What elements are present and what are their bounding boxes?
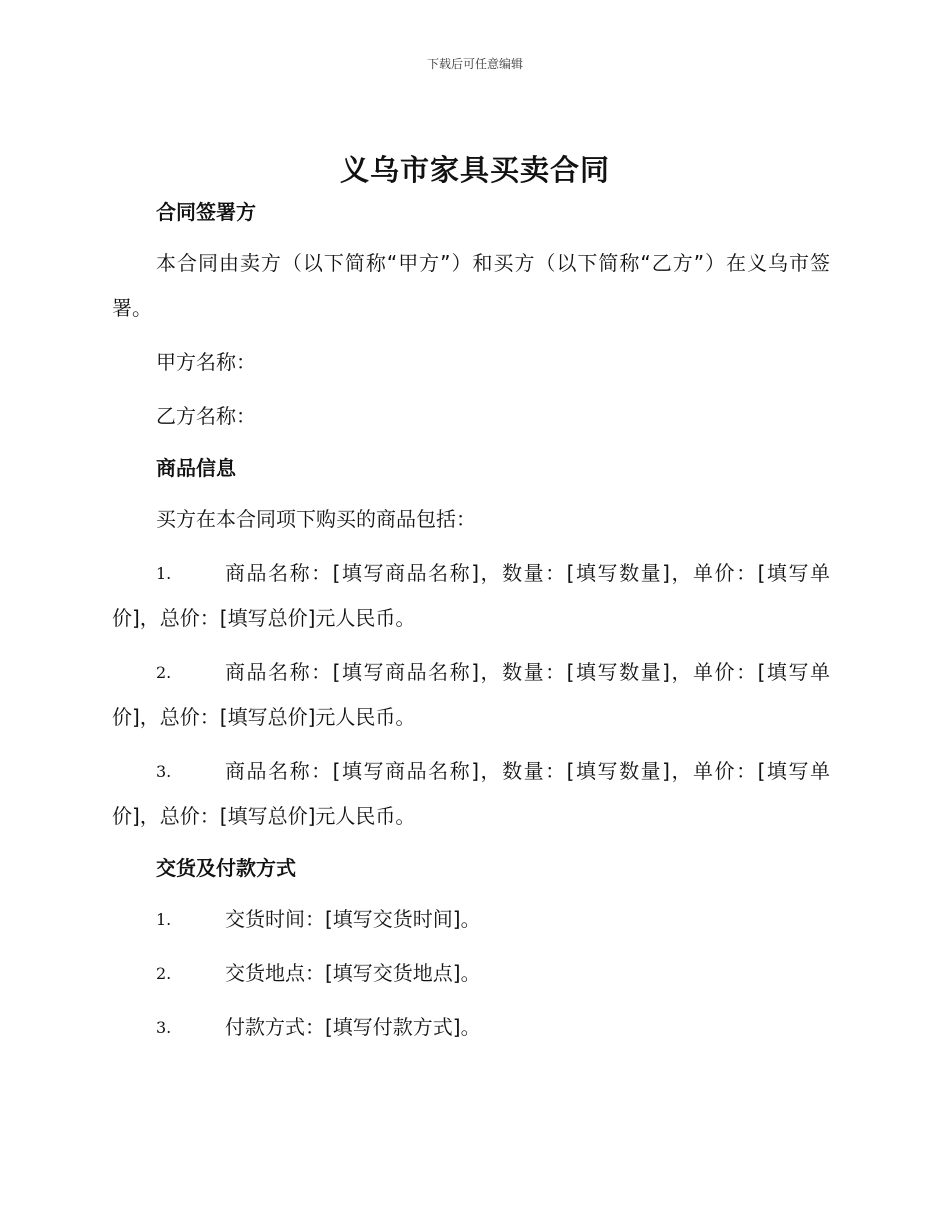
section-heading-delivery: 交货及付款方式 xyxy=(156,856,296,880)
goods-item xyxy=(112,551,830,641)
party-b-name: 乙方名称： xyxy=(156,404,256,428)
goods-item xyxy=(112,650,830,740)
list-number: 2. xyxy=(156,964,172,983)
party-a-name: 甲方名称： xyxy=(156,350,256,374)
delivery-item xyxy=(112,951,830,996)
list-number: 1. xyxy=(156,564,172,583)
section-heading-parties: 合同签署方 xyxy=(156,200,256,224)
list-number: 3. xyxy=(156,762,172,781)
header-note: 下载后可任意编辑 xyxy=(426,57,523,71)
delivery-item-text: 交货地点：[填写交货地点]。 xyxy=(225,961,481,985)
parties-intro: 本合同由卖方（以下简称“甲方”）和买方（以下简称“乙方”）在义乌市签署。 xyxy=(112,251,830,320)
goods-item-text: 商品名称：[填写商品名称]，数量：[填写数量]，单价：[填写单价]，总价：[填写总价]元人民币。 xyxy=(112,561,830,630)
document-body xyxy=(112,192,830,1050)
goods-item-text: 商品名称：[填写商品名称]，数量：[填写数量]，单价：[填写单价]，总价：[填写总价]元人民币。 xyxy=(112,759,830,828)
section-heading-goods: 商品信息 xyxy=(156,456,236,480)
list-number: 3. xyxy=(156,1018,172,1037)
delivery-item-text: 交货时间：[填写交货时间]。 xyxy=(225,907,481,931)
list-number: 2. xyxy=(156,663,172,682)
goods-intro: 买方在本合同项下购买的商品包括： xyxy=(156,507,476,531)
delivery-item-text: 付款方式：[填写付款方式]。 xyxy=(225,1015,481,1039)
delivery-item xyxy=(112,897,830,942)
goods-item xyxy=(112,749,830,839)
document-title: 义乌市家具买卖合同 xyxy=(339,153,610,187)
list-number: 1. xyxy=(156,910,172,929)
goods-item-text: 商品名称：[填写商品名称]，数量：[填写数量]，单价：[填写单价]，总价：[填写总价]元人民币。 xyxy=(112,660,830,729)
delivery-item xyxy=(112,1005,830,1050)
